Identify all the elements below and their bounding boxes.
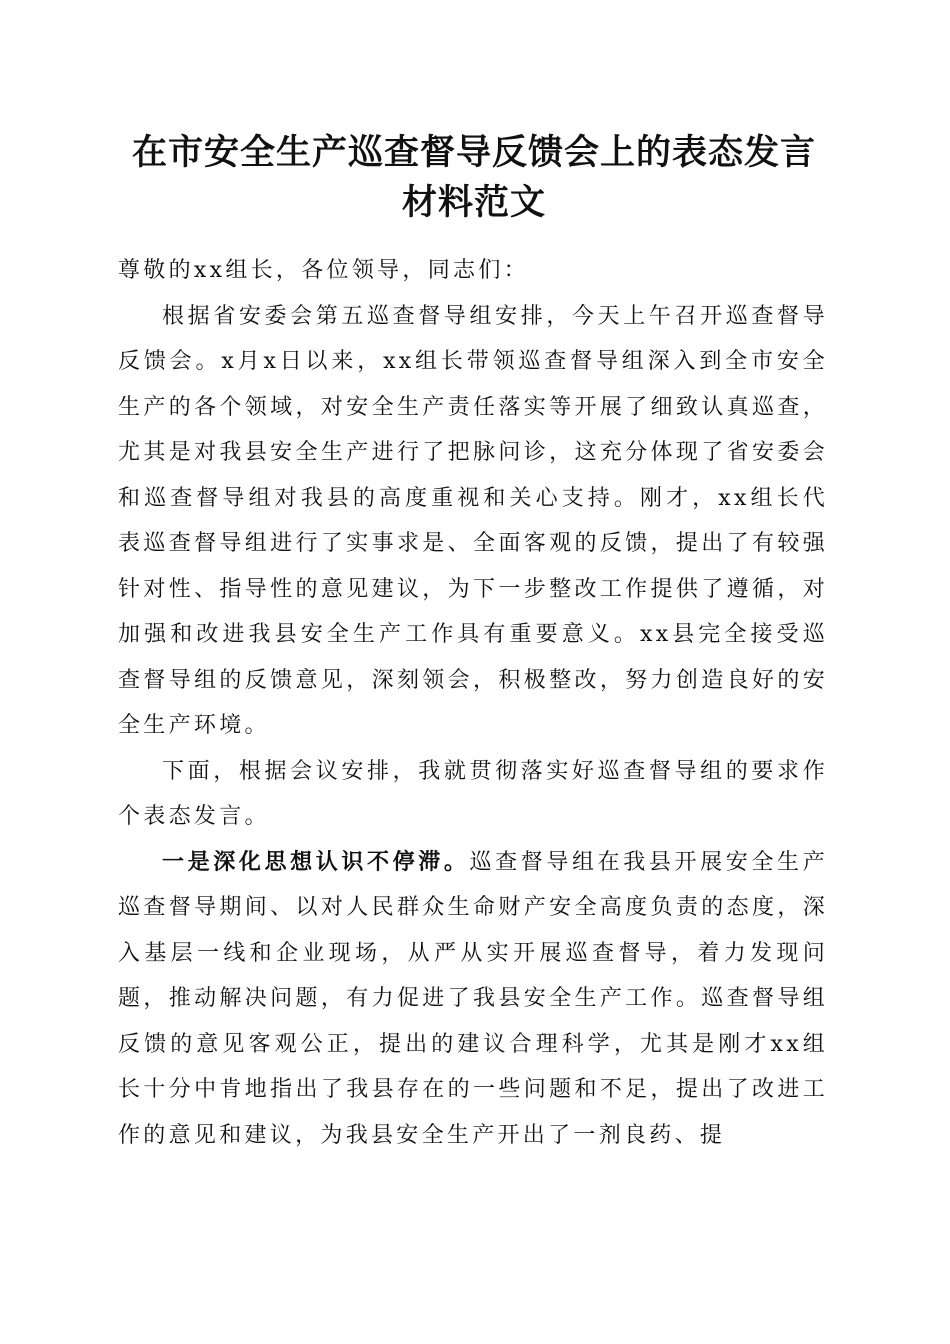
paragraph-lead: 一是深化思想认识不停滞。 [162,848,470,875]
document-body [118,248,828,1158]
paragraph-text: 巡查督导组在我县开展安全生产巡查督导期间、以对人民群众生命财产安全高度负责的态度，深入基层一线和企业现场，从严从实开展巡查督导，着力发现问题，推动解决问题，有力促进了我县安全生产工作。巡查督导组反馈的意见客观公正，提出的建议合理科学，尤其是刚才xx组长十分中肯地指出了我县存在的一些问题和不足，提出了改进工作的意见和建议，为我县安全生产开出了一剂良药、提 [118,849,828,1148]
paragraph-text: 根据省安委会第五巡查督导组安排，今天上午召开巡查督导反馈会。x月x日以来，xx组长带领巡查督导组深入到全市安全生产的各个领域，对安全生产责任落实等开展了细致认真巡查，尤其是对我县安全生产进行了把脉问诊，这充分体现了省安委会和巡查督导组对我县的高度重视和关心支持。刚才，xx组长代表巡查督导组进行了实事求是、全面客观的反馈，提出了有较强针对性、指导性的意见建议，为下一步整改工作提供了遵循，对加强和改进我县安全生产工作具有重要意义。xx县完全接受巡查督导组的反馈意见，深刻领会，积极整改，努力创造良好的安全生产环境。 [118,303,828,738]
document-title: 在市安全生产巡查督导反馈会上的表态发言材料范文 [131,132,816,223]
paragraph [118,294,828,749]
paragraph-text: 下面，根据会议安排，我就贯彻落实好巡查督导组的要求作个表态发言。 [118,758,828,829]
paragraph [118,749,828,840]
paragraph [118,840,828,1159]
salutation: 尊敬的xx组长，各位领导，同志们： [118,258,529,283]
